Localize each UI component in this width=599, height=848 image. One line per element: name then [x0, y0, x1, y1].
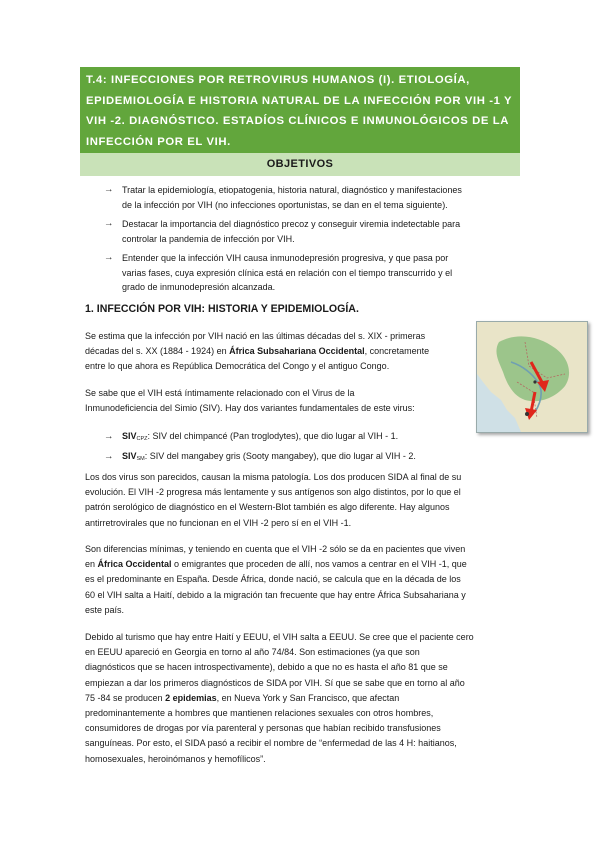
- paragraph-line: en EEUU apareció en Georgia en torno al año 74/84. Son estimaciones (ya que son: [85, 647, 420, 658]
- objective-item: [96, 251, 526, 295]
- chapter-title-line: INFECCIÓN POR EL VIH.: [86, 135, 231, 148]
- paragraph-spread-usa: [85, 630, 474, 767]
- text-run: o emigrantes que proceden de allí, nos vamos a centrar en el VIH -1, que: [171, 559, 467, 570]
- paragraph-origin: [85, 329, 429, 375]
- paragraph-line: entre lo que ahora es República Democrática del Congo y el antiguo Congo.: [85, 361, 390, 372]
- paragraph-line: evolución. El VIH -2 progresa más lentamente y sus antígenos son algo distintos, por lo que el: [85, 487, 461, 498]
- text-run: décadas del s. XX (1884 - 1924) en: [85, 346, 230, 357]
- paragraph-line: [85, 557, 467, 572]
- objective-item: [96, 217, 526, 246]
- siv-description: : SIV del mangabey gris (Sooty mangabey), que dio lugar al VIH - 2.: [144, 451, 416, 461]
- paragraph-line: consumidores de drogas por vía parenteral y personas que habían recibido transfusiones: [85, 723, 441, 734]
- paragraph-line: este país.: [85, 604, 125, 615]
- map-city-dot: [533, 380, 536, 383]
- paragraph-line: Debido al turismo que hay entre Haití y EEUU, el VIH salta a EEUU. Se cree que el paciente cero: [85, 632, 474, 642]
- paragraph-spread-haiti: [85, 542, 467, 618]
- paragraph-line: empiezan a dar los primeros diagnósticos de SIDA por VIH. Sí que se sabe que en torno al año: [85, 677, 465, 688]
- chapter-title-line: VIH -2. DIAGNÓSTICO. ESTADÍOS CLÍNICOS E INMUNOLÓGICOS DE LA: [86, 115, 510, 127]
- chapter-title-line: T.4: INFECCIONES POR RETROVIRUS HUMANOS (I). ETIOLOGÍA,: [86, 74, 470, 86]
- text-run: , concretamente: [364, 346, 430, 357]
- paragraph-line: Se sabe que el VIH está íntimamente relacionado con el Virus de la: [85, 388, 355, 398]
- paragraph-line: Los dos virus son parecidos, causan la misma patología. Los dos producen SIDA al final de su: [85, 472, 462, 482]
- section-title: 1. INFECCIÓN POR VIH: HISTORIA Y EPIDEMIOLOGÍA.: [85, 303, 359, 315]
- paragraph-line: es el predominante en España. Desde África, donde nació, se calcula que en la década de los: [85, 574, 461, 585]
- paragraph-line: [85, 344, 429, 359]
- paragraph-line: diagnósticos que se hacen introspectivamente), debido a que no es hasta el año 81 que se: [85, 662, 448, 673]
- siv-name: SIV: [122, 431, 137, 441]
- siv-description: : SIV del chimpancé (Pan troglodytes), que dio lugar al VIH - 1.: [147, 431, 399, 441]
- chapter-title-banner: [80, 67, 520, 153]
- bold-term: África Subsahariana Occidental: [229, 346, 365, 357]
- paragraph-line: sanguíneas. Por esto, el SIDA pasó a recibir el nombre de “enfermedad de las 4 H: haitianos,: [85, 738, 457, 749]
- objective-text: varias fases, cuya expresión clínica está en relación con el tiempo transcurrido y el: [122, 267, 453, 278]
- text-run: , en Nueva York y San Francisco, que afectan: [216, 692, 400, 703]
- objective-text: grado de inmunodepresión alcanzada.: [122, 282, 276, 292]
- paragraph-line: [85, 691, 474, 706]
- siv-variants-list: [96, 428, 416, 468]
- paragraph-siv-intro: [85, 386, 415, 416]
- arrow-right-icon: →: [104, 431, 114, 442]
- objective-text: Tratar la epidemiología, etiopatogenia, historia natural, diagnóstico y manifestaciones: [122, 185, 462, 195]
- siv-variant-item: [96, 428, 416, 448]
- arrow-right-icon: →: [104, 252, 114, 263]
- bold-term: 2 epidemias: [165, 692, 217, 703]
- paragraph-line: antirretrovirales que no funcionan en el VIH -2 pero sí en el VIH -1.: [85, 517, 352, 528]
- bold-term: África Occidental: [97, 559, 172, 570]
- siv-subscript: CPZ: [136, 436, 148, 442]
- map-city-dot: [525, 412, 529, 416]
- paragraph-line: Se estima que la infección por VIH nació en las últimas décadas del s. XIX - primeras: [85, 331, 426, 341]
- objectives-list: [96, 183, 526, 300]
- siv-name: SIV: [122, 451, 137, 461]
- text-run: en: [85, 559, 98, 570]
- objective-text: Entender que la infección VIH causa inmunodepresión progresiva, y que pasa por: [122, 253, 449, 263]
- paragraph-differences: [85, 470, 461, 531]
- text-run: 75 -84 se producen: [85, 692, 166, 703]
- arrow-right-icon: →: [104, 218, 114, 229]
- paragraph-line: Inmunodeficiencia del Simio (SIV). Hay dos variantes fundamentales de este virus:: [85, 403, 415, 414]
- arrow-right-icon: →: [104, 184, 114, 195]
- siv-variant-item: [96, 448, 416, 468]
- africa-map-image: [476, 321, 588, 433]
- objective-text: controlar la pandemia de infección por VIH.: [122, 233, 295, 244]
- chapter-title-line: EPIDEMIOLOGÍA E HISTORIA NATURAL DE LA INFECCIÓN POR VIH -1 Y: [86, 94, 513, 107]
- objective-item: [96, 183, 526, 212]
- map-illustration: [477, 322, 587, 432]
- paragraph-line: predominantemente a hombres que mantienen relaciones sexuales con otros hombres,: [85, 708, 434, 719]
- objective-text: Destacar la importancia del diagnóstico precoz y conseguir viremia indetectable para: [122, 219, 461, 229]
- arrow-right-icon: →: [104, 451, 114, 462]
- paragraph-line: 60 el VIH salta a Haití, debido a la migración tan frecuente que hay entre África Subsahariana y: [85, 589, 466, 600]
- paragraph-line: homosexuales, heroinómanos y hemofílicos”.: [85, 753, 266, 764]
- paragraph-line: Son diferencias mínimas, y teniendo en cuenta que el VIH -2 sólo se da en pacientes que viven: [85, 544, 466, 554]
- paragraph-line: patrón serológico de diagnóstico en el Western-Blot también es algo diferente. Hay algunos: [85, 502, 450, 513]
- objectives-heading: OBJETIVOS: [80, 153, 520, 176]
- siv-subscript: SM: [136, 456, 145, 462]
- objective-text: de la infección por VIH (no infecciones oportunistas, se dan en el tema siguiente).: [122, 199, 448, 210]
